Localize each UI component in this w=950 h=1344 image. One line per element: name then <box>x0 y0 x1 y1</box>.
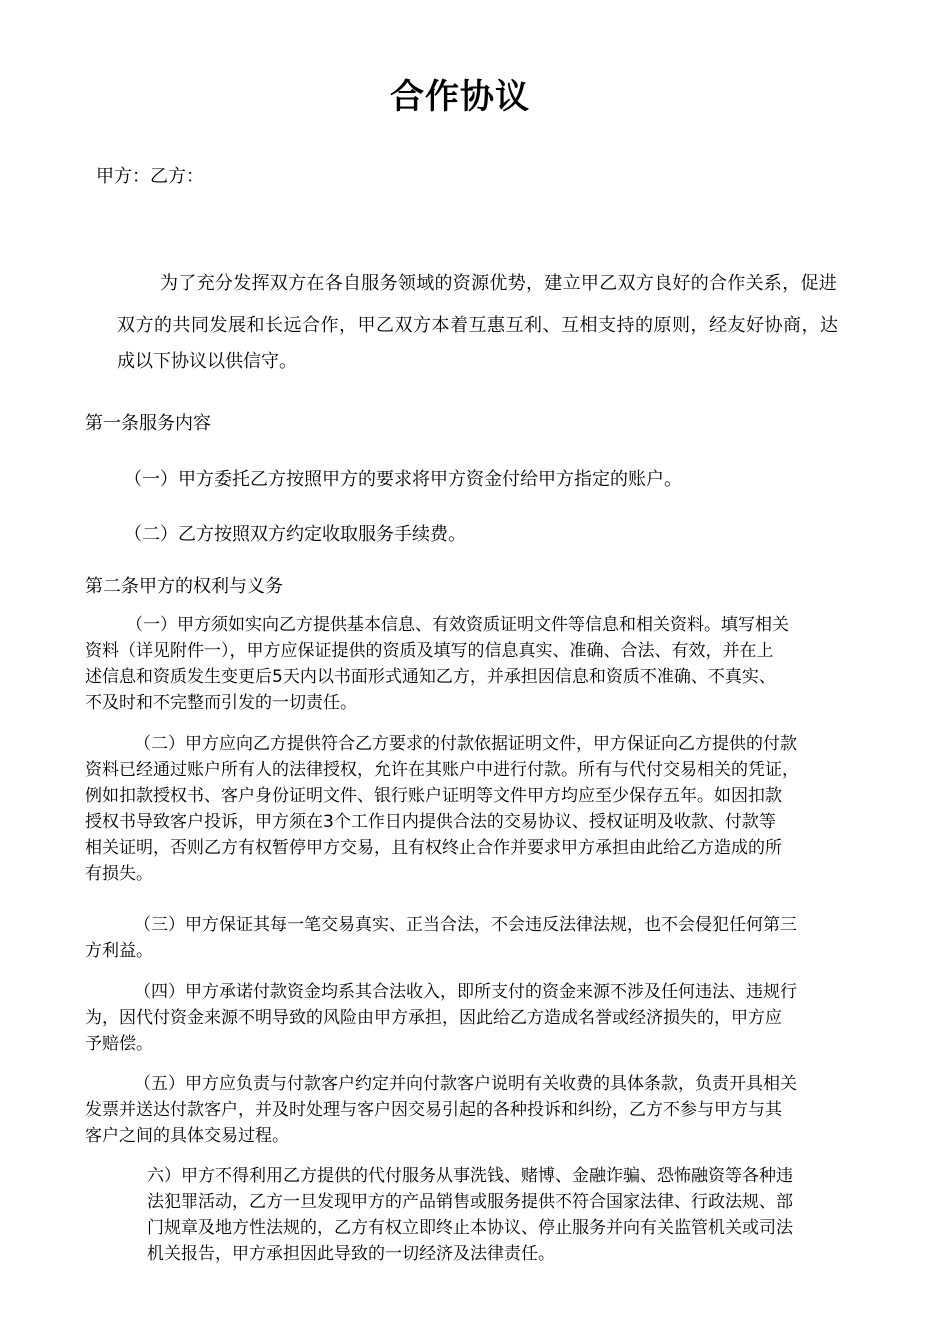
clause-line: 法犯罪活动，乙方一旦发现甲方的产品销售或服务提供不符合国家法律、行政法规、部 <box>147 1192 793 1212</box>
preamble-line: 成以下协议以供信守。 <box>117 351 297 372</box>
clause-line: 资料（详见附件一），甲方应保证提供的资质及填写的信息真实、准确、合法、有效，并在上 <box>85 641 774 661</box>
preamble-line: 双方的共同发展和长远合作，甲乙双方本着互惠互利、互相支持的原则，经友好协商，达 <box>117 315 839 336</box>
document-title: 合作协议 <box>390 77 530 117</box>
clause-line: 六）甲方不得利用乙方提供的代付服务从事洗钱、赌博、金融诈骗、恐怖融资等各种违 <box>147 1166 793 1186</box>
clause-line: 方利益。 <box>85 941 153 961</box>
clause-line: （四）甲方承诺付款资金均系其合法收入，即所支付的资金来源不涉及任何违法、违规行 <box>134 982 797 1002</box>
clause-line: 授权书导致客户投诉，甲方须在3个工作日内提供合法的交易协议、授权证明及收款、付款等 <box>85 812 776 832</box>
clause-line: 机关报告，甲方承担因此导致的一切经济及法律责任。 <box>147 1244 555 1264</box>
article-1-heading: 第一条服务内容 <box>85 413 211 434</box>
clause-line: 为，因代付资金来源不明导致的风险由甲方承担，因此给乙方造成名誉或经济损失的，甲方应 <box>85 1008 782 1028</box>
clause-line: 不及时和不完整而引发的一切责任。 <box>85 693 357 713</box>
clause-line: 客户之间的具体交易过程。 <box>85 1126 289 1146</box>
clause-line: 相关证明，否则乙方有权暂停甲方交易，且有权终止合作并要求甲方承担由此给乙方造成的所 <box>85 838 782 858</box>
clause-line: 有损失。 <box>85 864 153 884</box>
clause-line: （一）甲方须如实向乙方提供基本信息、有效资质证明文件等信息和相关资料。填写相关 <box>126 615 789 635</box>
clause-line: 例如扣款授权书、客户身份证明文件、银行账户证明等文件甲方均应至少保存五年。如因扣款 <box>85 786 782 806</box>
article-1-item: （一）甲方委托乙方按照甲方的要求将甲方资金付给甲方指定的账户。 <box>124 469 682 490</box>
article-1-item: （二）乙方按照双方约定收取服务手续费。 <box>124 524 466 545</box>
clause-line: （三）甲方保证其每一笔交易真实、正当合法，不会违反法律法规，也不会侵犯任何第三 <box>134 915 797 935</box>
preamble-line: 为了充分发挥双方在各自服务领域的资源优势，建立甲乙双方良好的合作关系，促进 <box>160 273 838 294</box>
parties-line: 甲方：乙方： <box>96 166 204 187</box>
clause-line: （五）甲方应负责与付款客户约定并向付款客户说明有关收费的具体条款，负责开具相关 <box>134 1074 797 1094</box>
article-2-heading: 第二条甲方的权利与义务 <box>85 576 283 597</box>
clause-line: 述信息和资质发生变更后5天内以书面形式通知乙方，并承担因信息和资质不准确、不真实、 <box>85 667 776 687</box>
clause-line: （二）甲方应向乙方提供符合乙方要求的付款依据证明文件，甲方保证向乙方提供的付款 <box>134 734 797 754</box>
clause-line: 予赔偿。 <box>85 1034 153 1054</box>
clause-line: 门规章及地方性法规的，乙方有权立即终止本协议、停止服务并向有关监管机关或司法 <box>147 1218 793 1238</box>
clause-line: 发票并送达付款客户，并及时处理与客户因交易引起的各种投诉和纠纷，乙方不参与甲方与其 <box>85 1100 782 1120</box>
clause-line: 资料已经通过账户所有人的法律授权，允许在其账户中进行付款。所有与代付交易相关的凭证， <box>85 760 799 780</box>
